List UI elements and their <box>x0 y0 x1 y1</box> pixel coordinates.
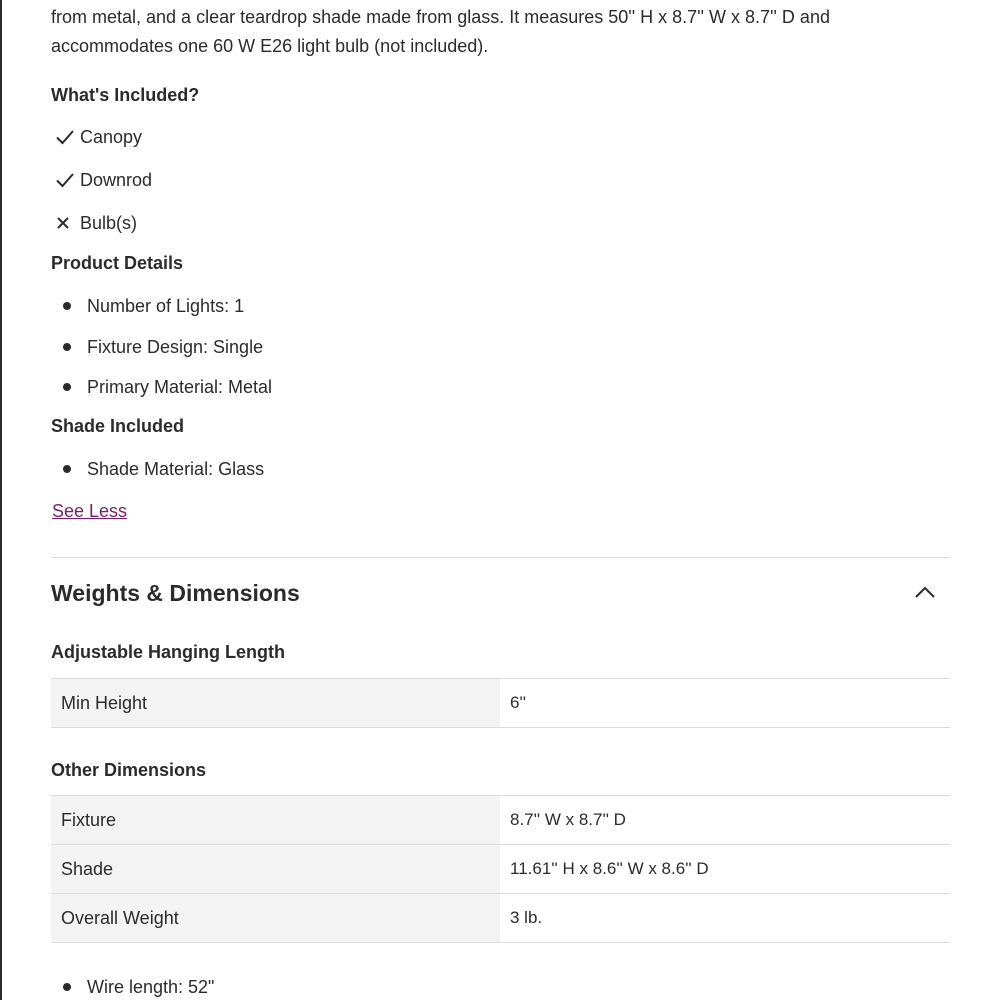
list-item-label: Primary Material: Metal <box>87 376 273 397</box>
list-item <box>63 456 264 482</box>
shade-included-heading: Shade Included <box>51 416 185 436</box>
checkmark-icon <box>56 129 80 145</box>
chevron-up-icon[interactable] <box>913 582 937 602</box>
product-details-heading: Product Details <box>51 253 184 273</box>
weights-dimensions-title: Weights & Dimensions <box>51 580 300 606</box>
checkmark-icon <box>56 172 80 188</box>
included-item-label: Canopy <box>80 126 143 147</box>
description-text: from metal, and a clear teardrop shade made from glass. It measures 50'' H x 8.7'' W x 8.7'' D and accommodates one 60 W E26 light bulb (not included). <box>51 7 830 56</box>
list-item <box>63 293 244 319</box>
included-item-label: Downrod <box>80 169 153 190</box>
bullet-icon <box>63 983 71 991</box>
table-row <box>51 678 950 728</box>
bullet-icon <box>63 465 71 473</box>
see-less-link[interactable]: See Less <box>52 501 128 521</box>
list-item <box>63 974 214 1000</box>
hanging-length-heading: Adjustable Hanging Length <box>51 642 285 662</box>
table-cell-label: Overall Weight <box>51 894 500 942</box>
other-dimensions-table <box>51 795 950 943</box>
included-item-bulbs <box>56 210 137 236</box>
table-cell-value: 8.7'' W x 8.7'' D <box>510 810 626 829</box>
section-divider <box>51 557 950 558</box>
included-item-downrod <box>56 167 152 193</box>
bullet-icon <box>63 383 71 391</box>
other-dimensions-heading: Other Dimensions <box>51 760 207 780</box>
table-cell-label: Shade <box>51 845 500 893</box>
table-cell-label: Fixture <box>51 796 500 844</box>
list-item-label: Shade Material: Glass <box>87 458 265 479</box>
hanging-length-table <box>51 678 950 728</box>
list-item-label: Number of Lights: 1 <box>87 295 245 316</box>
table-row <box>51 795 950 844</box>
list-item <box>63 334 263 360</box>
list-item-label: Wire length: 52" <box>87 976 215 997</box>
included-item-label: Bulb(s) <box>80 212 138 233</box>
bullet-icon <box>63 343 71 351</box>
left-border <box>0 0 2 1000</box>
table-cell-value: 11.61'' H x 8.6'' W x 8.6'' D <box>510 859 709 878</box>
list-item-label: Fixture Design: Single <box>87 336 264 357</box>
table-row <box>51 893 950 943</box>
table-cell-value: 6'' <box>510 693 526 712</box>
table-row <box>51 844 950 893</box>
bullet-icon <box>63 302 71 310</box>
table-cell-value: 3 lb. <box>510 908 543 927</box>
x-icon <box>56 216 80 230</box>
table-cell-label: Min Height <box>51 679 500 727</box>
included-item-canopy <box>56 124 142 150</box>
whats-included-heading: What's Included? <box>51 85 200 105</box>
list-item <box>63 374 272 400</box>
